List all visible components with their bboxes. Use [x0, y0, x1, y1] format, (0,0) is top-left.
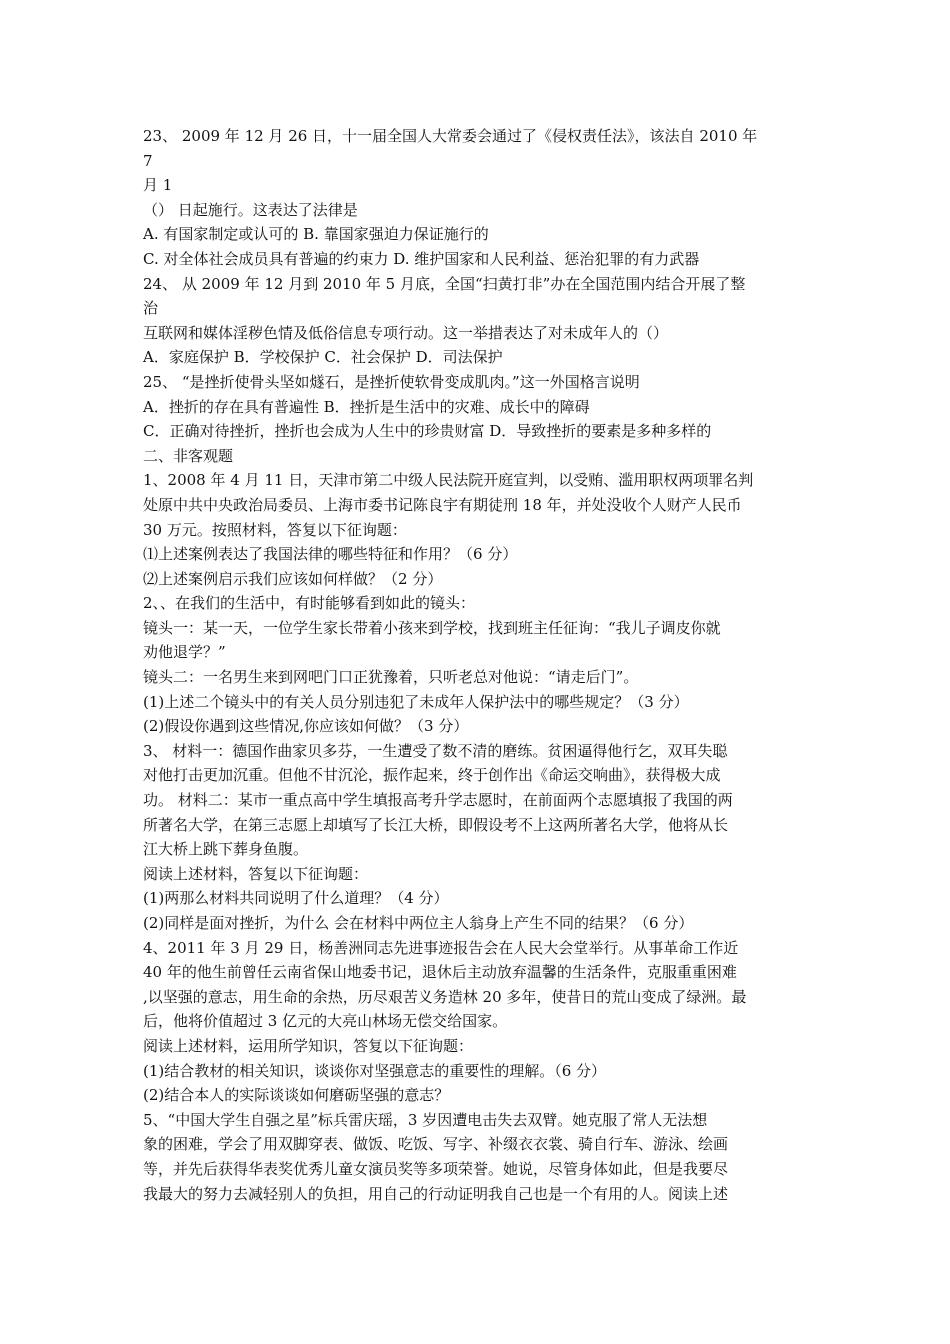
text-line: (1)结合教材的相关知识，谈谈你对坚强意志的重要性的理解。（6 分） — [143, 1061, 607, 1080]
text-line: 等，并先后获得华表奖优秀儿童女演员奖等多项荣誉。她说，尽管身体如此，但是我要尽 — [143, 1159, 729, 1178]
section-heading: 二、非客观题 — [143, 446, 234, 465]
text-line: 对他打击更加沉重。但他不甘沉沦，振作起来，终于创作出《命运交响曲》，获得极大成 — [143, 766, 721, 785]
text-line: 7 — [143, 151, 153, 170]
text-line: 4、2011 年 3 月 29 日，杨善洲同志先进事迹报告会在人民大会堂举行。从事革命工作近 — [143, 938, 739, 957]
text-line: (2)同样是面对挫折，为什么 会在材料中两位主人翁身上产生不同的结果？（6 分） — [143, 914, 694, 932]
text-line: 月 1 — [143, 176, 173, 195]
text-line: 我最大的努力去减轻别人的负担，用自己的行动证明我自己也是一个有用的人。阅读上述 — [143, 1184, 729, 1203]
text-line: 3、 材料一：德国作曲家贝多芬，一生遭受了数不清的磨练。贫困逼得他行乞，双耳失聪 — [143, 741, 728, 760]
text-line: 5、“中国大学生自强之星”标兵雷庆瑶，3 岁因遭电击失去双臂。她克服了常人无法想 — [143, 1110, 708, 1129]
text-line: （） 日起施行。这表达了法律是 — [143, 200, 358, 219]
text-line: C．正确对待挫折，挫折也会成为人生中的珍贵财富 D．导致挫折的要素是多种多样的 — [143, 422, 712, 441]
text-line: 阅读上述材料，答复以下征询题： — [143, 864, 369, 883]
text-line: 劝他退学？” — [143, 643, 226, 662]
text-line: 象的困难，学会了用双脚穿表、做饭、吃饭、写字、补缀衣衣裳、骑自行车、游泳、绘画 — [143, 1135, 729, 1154]
text-line: 阅读上述材料，运用所学知识，答复以下征询题： — [143, 1036, 474, 1055]
text-line: 治 — [143, 299, 159, 318]
document-page — [143, 124, 813, 1206]
text-line: ⑴上述案例表达了我国法律的哪些特征和作用？（6 分） — [143, 545, 518, 564]
text-line: 23、 2009 年 12 月 26 日，十一届全国人大常委会通过了《侵权责任法》，该法自 2010 年 — [143, 127, 758, 145]
text-line: 30 万元。按照材料，答复以下征询题： — [143, 520, 407, 539]
text-line: 25、 “是挫折使骨头坚如燧石，是挫折使软骨变成肌肉。”这一外国格言说明 — [143, 372, 640, 391]
text-line: 镜头二：一名男生来到网吧门口正犹豫着，只听老总对他说：“请走后门”。 — [143, 668, 639, 687]
text-line: A．挫折的存在具有普遍性 B．挫折是生活中的灾难、成长中的障碍 — [143, 397, 590, 416]
text-line: (1)上述二个镜头中的有关人员分别违犯了未成年人保护法中的哪些规定？（3 分） — [143, 692, 689, 711]
text-line: 后，他将价值超过 3 亿元的大亮山林场无偿交给国家。 — [143, 1012, 508, 1031]
text-line: A. 有国家制定或认可的 B. 靠国家强迫力保证施行的 — [143, 225, 489, 244]
text-line: ,以坚强的意志，用生命的余热，历尽艰苦义务造林 20 多年，使昔日的荒山变成了绿洲。最 — [143, 987, 747, 1006]
text-line: ⑵上述案例启示我们应该如何样做？（2 分） — [143, 569, 443, 588]
text-line: 功。 材料二：某市一重点高中学生填报高考升学志愿时，在前面两个志愿填报了我国的两 — [143, 791, 733, 810]
text-line: 40 年的他生前曾任云南省保山地委书记，退休后主动放弃温馨的生活条件，克服重重困难 — [143, 963, 737, 982]
text-line: 1、2008 年 4 月 11 日，天津市第二中级人民法院开庭宣判，以受贿、滥用职权两项罪名判 — [143, 471, 754, 490]
text-line: 江大桥上跳下葬身鱼腹。 — [143, 840, 309, 859]
text-line: C. 对全体社会成员具有普遍的约束力 D. 维护国家和人民利益、惩治犯罪的有力武器 — [143, 249, 700, 268]
text-line: 镜头一：某一天，一位学生家长带着小孩来到学校，找到班主任征询：“我儿子调皮你就 — [143, 618, 721, 637]
text-line: (2)假设你遇到这些情况,你应该如何做？（3 分） — [143, 717, 469, 736]
text-line: 所著名大学，在第三志愿上却填写了长江大桥，即假设考不上这两所著名大学，他将从长 — [143, 815, 729, 834]
text-line: 24、 从 2009 年 12 月到 2010 年 5 月底，全国“扫黄打非”办在全国范围内结合开展了整 — [143, 274, 746, 293]
text-line: (2)结合本人的实际谈谈如何磨砺坚强的意志？ — [143, 1086, 450, 1105]
text-line: (1)两那么材料共同说明了什么道理？（4 分） — [143, 889, 449, 908]
text-line: A．家庭保护 B．学校保护 C．社会保护 D．司法保护 — [143, 348, 503, 367]
text-line: 2、、在我们的生活中，有时能够看到如此的镜头： — [143, 594, 476, 613]
text-line: 处原中共中央政治局委员、上海市委书记陈良宇有期徒刑 18 年，并处没收个人财产人民币 — [143, 495, 742, 514]
text-line: 互联网和媒体淫秽色情及低俗信息专项行动。这一举措表达了对未成年人的（） — [143, 323, 669, 342]
